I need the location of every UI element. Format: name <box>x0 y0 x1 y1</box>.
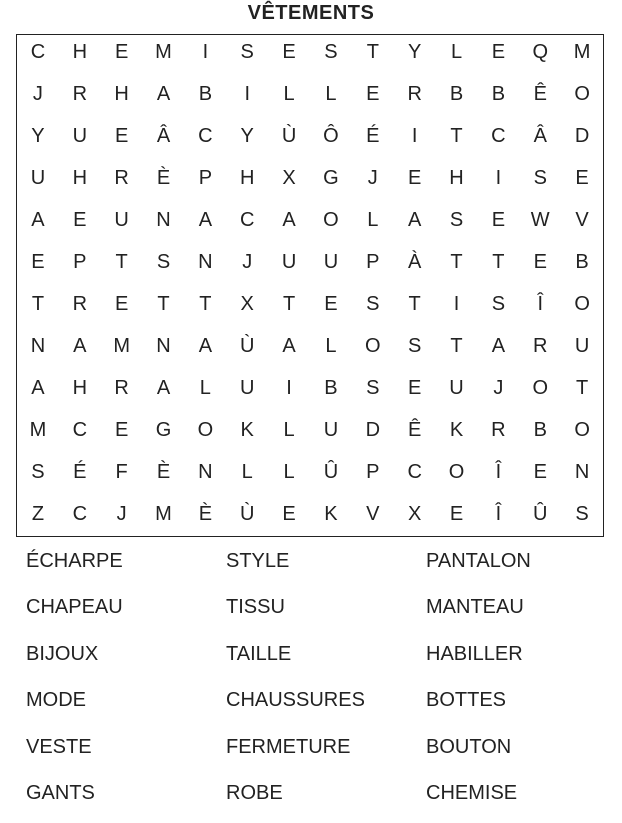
grid-letter[interactable]: A <box>407 209 422 231</box>
grid-letter[interactable]: J <box>493 377 504 399</box>
grid-letter[interactable]: O <box>574 293 590 315</box>
grid-letter[interactable]: A <box>31 209 45 231</box>
grid-letter[interactable]: E <box>491 209 506 231</box>
grid-letter[interactable]: A <box>156 377 171 399</box>
grid-letter[interactable]: T <box>492 251 505 273</box>
grid-letter[interactable]: É <box>366 125 380 147</box>
grid-letter[interactable]: É <box>73 461 87 483</box>
grid-letter[interactable]: J <box>116 503 127 525</box>
grid-letter[interactable]: S <box>366 377 380 399</box>
grid-letter[interactable]: X <box>407 503 422 525</box>
grid-letter[interactable]: Ô <box>323 125 339 147</box>
grid-row <box>17 493 603 535</box>
grid-letter[interactable]: E <box>491 41 506 63</box>
grid-row <box>17 31 603 73</box>
grid-letter[interactable]: E <box>449 503 464 525</box>
grid-letter[interactable]: C <box>72 503 88 525</box>
word-to-find: ÉCHARPE <box>26 550 123 572</box>
grid-letter[interactable]: I <box>244 83 250 105</box>
grid-letter[interactable]: Ù <box>281 125 297 147</box>
grid-letter[interactable]: R <box>72 83 88 105</box>
grid-letter[interactable]: I <box>202 41 209 63</box>
grid-letter[interactable]: L <box>325 335 337 357</box>
grid-letter[interactable]: S <box>156 251 171 273</box>
word-list <box>0 545 622 823</box>
grid-letter[interactable]: Î <box>495 461 502 483</box>
grid-row <box>17 73 603 115</box>
grid-letter[interactable]: B <box>491 83 506 105</box>
grid-letter[interactable]: E <box>366 83 380 105</box>
grid-letter[interactable]: P <box>366 461 380 483</box>
word-list-row <box>0 545 622 591</box>
grid-letter[interactable]: Q <box>532 41 549 63</box>
grid-row <box>17 241 603 283</box>
word-to-find: CHAPEAU <box>26 596 123 619</box>
grid-letter[interactable]: S <box>31 461 45 483</box>
grid-letter[interactable]: T <box>450 335 463 357</box>
grid-letter[interactable]: A <box>491 335 506 357</box>
grid-letter[interactable]: M <box>573 41 591 63</box>
word-to-find: PANTALON <box>426 550 531 572</box>
grid-letter[interactable]: T <box>31 293 45 315</box>
word-list-row <box>0 591 622 637</box>
grid-letter[interactable]: T <box>366 41 379 63</box>
grid-letter[interactable]: U <box>114 209 129 231</box>
grid-letter[interactable]: W <box>530 209 550 231</box>
grid-letter[interactable]: L <box>283 83 295 105</box>
grid-letter[interactable]: L <box>325 83 337 105</box>
grid-letter[interactable]: P <box>366 251 380 273</box>
grid-letter[interactable]: Ù <box>240 503 255 525</box>
grid-letter[interactable]: S <box>240 41 254 63</box>
word-to-find: BIJOUX <box>26 642 99 665</box>
grid-letter[interactable]: T <box>450 251 463 273</box>
grid-letter[interactable]: K <box>449 419 464 441</box>
grid-letter[interactable]: T <box>199 293 212 315</box>
grid-letter[interactable]: N <box>574 461 590 483</box>
grid-letter[interactable]: E <box>114 41 129 63</box>
grid-letter[interactable]: T <box>408 293 421 315</box>
grid-letter[interactable]: H <box>72 377 88 399</box>
grid-letter[interactable]: H <box>72 167 88 189</box>
grid-letter[interactable]: H <box>449 167 464 189</box>
grid-letter[interactable]: E <box>407 167 422 189</box>
grid-letter[interactable]: È <box>198 503 213 525</box>
grid-letter[interactable]: E <box>407 377 422 399</box>
word-to-find: BOUTON <box>426 735 512 758</box>
grid-letter[interactable]: T <box>115 251 128 273</box>
word-to-find: CHEMISE <box>426 781 518 804</box>
grid-letter[interactable]: B <box>449 83 464 105</box>
grid-letter[interactable]: B <box>198 83 213 105</box>
grid-letter[interactable]: C <box>491 125 506 147</box>
word-to-find: FERMETURE <box>226 735 351 758</box>
grid-letter[interactable]: U <box>30 167 46 189</box>
word-list-row <box>0 684 622 730</box>
grid-letter[interactable]: H <box>240 167 255 189</box>
grid-letter[interactable]: U <box>449 377 464 399</box>
grid-letter[interactable]: P <box>198 167 213 189</box>
grid-row <box>17 325 603 367</box>
grid-letter[interactable]: C <box>72 419 88 441</box>
grid-letter[interactable]: I <box>495 167 502 189</box>
grid-letter[interactable]: A <box>31 377 45 399</box>
grid-letter[interactable]: V <box>366 503 380 525</box>
grid-letter[interactable]: X <box>282 167 296 189</box>
word-to-find: MANTEAU <box>426 596 524 619</box>
grid-letter[interactable]: E <box>114 293 129 315</box>
word-to-find: GANTS <box>26 781 95 804</box>
grid-letter[interactable]: B <box>324 377 338 399</box>
grid-letter[interactable]: A <box>156 83 171 105</box>
word-to-find: STYLE <box>226 550 290 572</box>
grid-letter[interactable]: M <box>29 419 47 441</box>
word-to-find: ROBE <box>226 781 283 804</box>
grid-letter[interactable]: S <box>575 503 589 525</box>
grid-letter[interactable]: O <box>197 419 214 441</box>
grid-letter[interactable]: Â <box>156 125 171 147</box>
grid-letter[interactable]: U <box>281 251 297 273</box>
grid-letter[interactable]: D <box>365 419 381 441</box>
grid-letter[interactable]: X <box>240 293 254 315</box>
grid-letter[interactable]: Û <box>533 503 548 525</box>
grid-letter[interactable]: E <box>575 167 589 189</box>
grid-letter[interactable]: È <box>156 167 171 189</box>
grid-letter[interactable]: E <box>114 419 129 441</box>
grid-letter[interactable]: M <box>113 335 130 357</box>
grid-letter[interactable]: N <box>198 461 213 483</box>
grid-letter[interactable]: Î <box>495 503 502 525</box>
grid-letter[interactable]: F <box>115 461 128 483</box>
grid-letter[interactable]: R <box>491 419 506 441</box>
grid-letter[interactable]: S <box>407 335 422 357</box>
grid-letter[interactable]: L <box>367 209 379 231</box>
grid-row <box>17 409 603 451</box>
grid-letter[interactable]: N <box>30 335 46 357</box>
word-to-find: TISSU <box>226 596 285 619</box>
grid-letter[interactable]: S <box>449 209 464 231</box>
grid-letter[interactable]: U <box>323 419 339 441</box>
grid-letter[interactable]: M <box>155 503 172 525</box>
word-list-row <box>0 638 622 684</box>
grid-letter[interactable]: E <box>31 251 45 273</box>
grid-letter[interactable]: O <box>574 419 590 441</box>
word-list-row <box>0 731 622 777</box>
grid-letter[interactable]: U <box>72 125 88 147</box>
grid-letter[interactable]: E <box>282 41 296 63</box>
word-list-row <box>0 777 622 823</box>
grid-letter[interactable]: I <box>411 125 418 147</box>
grid-letter[interactable]: A <box>198 209 213 231</box>
letter-grid <box>16 34 604 537</box>
grid-letter[interactable]: A <box>282 335 296 357</box>
grid-letter[interactable]: O <box>323 209 339 231</box>
grid-letter[interactable]: R <box>407 83 422 105</box>
grid-letter[interactable]: C <box>30 41 46 63</box>
grid-letter[interactable]: A <box>282 209 296 231</box>
grid-letter[interactable]: C <box>407 461 422 483</box>
grid-letter[interactable]: Y <box>407 41 422 63</box>
grid-letter[interactable]: U <box>574 335 590 357</box>
grid-letter[interactable]: R <box>533 335 548 357</box>
grid-letter[interactable]: E <box>533 461 547 483</box>
grid-letter[interactable]: N <box>156 209 171 231</box>
grid-letter[interactable]: V <box>575 209 589 231</box>
grid-letter[interactable]: O <box>574 83 590 105</box>
grid-letter[interactable]: S <box>491 293 506 315</box>
grid-letter[interactable]: I <box>286 377 292 399</box>
grid-letter[interactable]: K <box>240 419 254 441</box>
grid-letter[interactable]: Y <box>240 125 254 147</box>
grid-letter[interactable]: T <box>282 293 296 315</box>
grid-letter[interactable]: B <box>533 419 547 441</box>
grid-letter[interactable]: L <box>241 461 253 483</box>
grid-letter[interactable]: Â <box>533 125 547 147</box>
word-to-find: CHAUSSURES <box>226 689 365 712</box>
grid-letter[interactable]: E <box>533 251 547 273</box>
grid-letter[interactable]: À <box>407 251 422 273</box>
grid-letter[interactable]: U <box>240 377 255 399</box>
grid-row <box>17 451 603 493</box>
grid-row <box>17 367 603 409</box>
grid-letter[interactable]: Ê <box>407 419 422 441</box>
grid-letter[interactable]: T <box>450 125 463 147</box>
grid-letter[interactable]: P <box>73 251 87 273</box>
word-to-find: BOTTES <box>426 689 507 712</box>
grid-row <box>17 283 603 325</box>
grid-letter[interactable]: R <box>114 377 129 399</box>
grid-letter[interactable]: B <box>575 251 589 273</box>
grid-letter[interactable]: Y <box>31 125 45 147</box>
grid-letter[interactable]: T <box>157 293 170 315</box>
grid-letter[interactable]: J <box>242 251 253 273</box>
grid-letter[interactable]: E <box>282 503 296 525</box>
grid-letter[interactable]: S <box>324 41 338 63</box>
grid-letter[interactable]: O <box>365 335 381 357</box>
grid-letter[interactable]: Î <box>537 293 544 315</box>
grid-letter[interactable]: È <box>156 461 171 483</box>
word-to-find: HABILLER <box>426 642 523 665</box>
grid-letter[interactable]: A <box>73 335 87 357</box>
grid-letter[interactable]: R <box>114 167 129 189</box>
grid-letter[interactable]: H <box>114 83 129 105</box>
grid-letter[interactable]: L <box>450 41 463 63</box>
grid-letter[interactable]: N <box>156 335 171 357</box>
grid-letter[interactable]: Û <box>323 461 339 483</box>
word-to-find: MODE <box>26 689 86 712</box>
grid-letter[interactable]: A <box>198 335 213 357</box>
grid-letter[interactable]: J <box>32 83 43 105</box>
grid-letter[interactable]: Ê <box>533 83 547 105</box>
word-to-find: VESTE <box>26 735 92 758</box>
grid-letter[interactable]: O <box>532 377 549 399</box>
word-to-find: TAILLE <box>226 642 292 665</box>
grid-letter[interactable]: I <box>453 293 460 315</box>
grid-letter[interactable]: R <box>72 293 88 315</box>
grid-letter[interactable]: G <box>155 419 172 441</box>
grid-letter[interactable]: N <box>198 251 213 273</box>
grid-letter[interactable]: L <box>283 419 295 441</box>
grid-letter[interactable]: J <box>367 167 378 189</box>
grid-letter[interactable]: E <box>114 125 129 147</box>
grid-letter[interactable]: S <box>533 167 547 189</box>
grid-letter[interactable]: U <box>323 251 339 273</box>
grid-letter[interactable]: E <box>73 209 87 231</box>
grid-letter[interactable]: H <box>72 41 88 63</box>
grid-letter[interactable]: L <box>283 461 295 483</box>
grid-letter[interactable]: T <box>575 377 589 399</box>
grid-row <box>17 199 603 241</box>
grid-letter[interactable]: S <box>366 293 380 315</box>
grid-letter[interactable]: O <box>448 461 465 483</box>
grid-letter[interactable]: C <box>198 125 213 147</box>
grid-letter[interactable]: E <box>324 293 338 315</box>
grid-letter[interactable]: K <box>324 503 338 525</box>
grid-row <box>17 115 603 157</box>
grid-letter[interactable]: Ù <box>240 335 255 357</box>
grid-letter[interactable]: L <box>199 377 211 399</box>
grid-letter[interactable]: C <box>240 209 255 231</box>
grid-letter[interactable]: G <box>323 167 339 189</box>
grid-letter[interactable]: D <box>574 125 590 147</box>
grid-letter[interactable]: Z <box>31 503 45 525</box>
grid-letter[interactable]: M <box>155 41 172 63</box>
puzzle-title: VÊTEMENTS <box>247 2 375 24</box>
grid-row <box>17 157 603 199</box>
